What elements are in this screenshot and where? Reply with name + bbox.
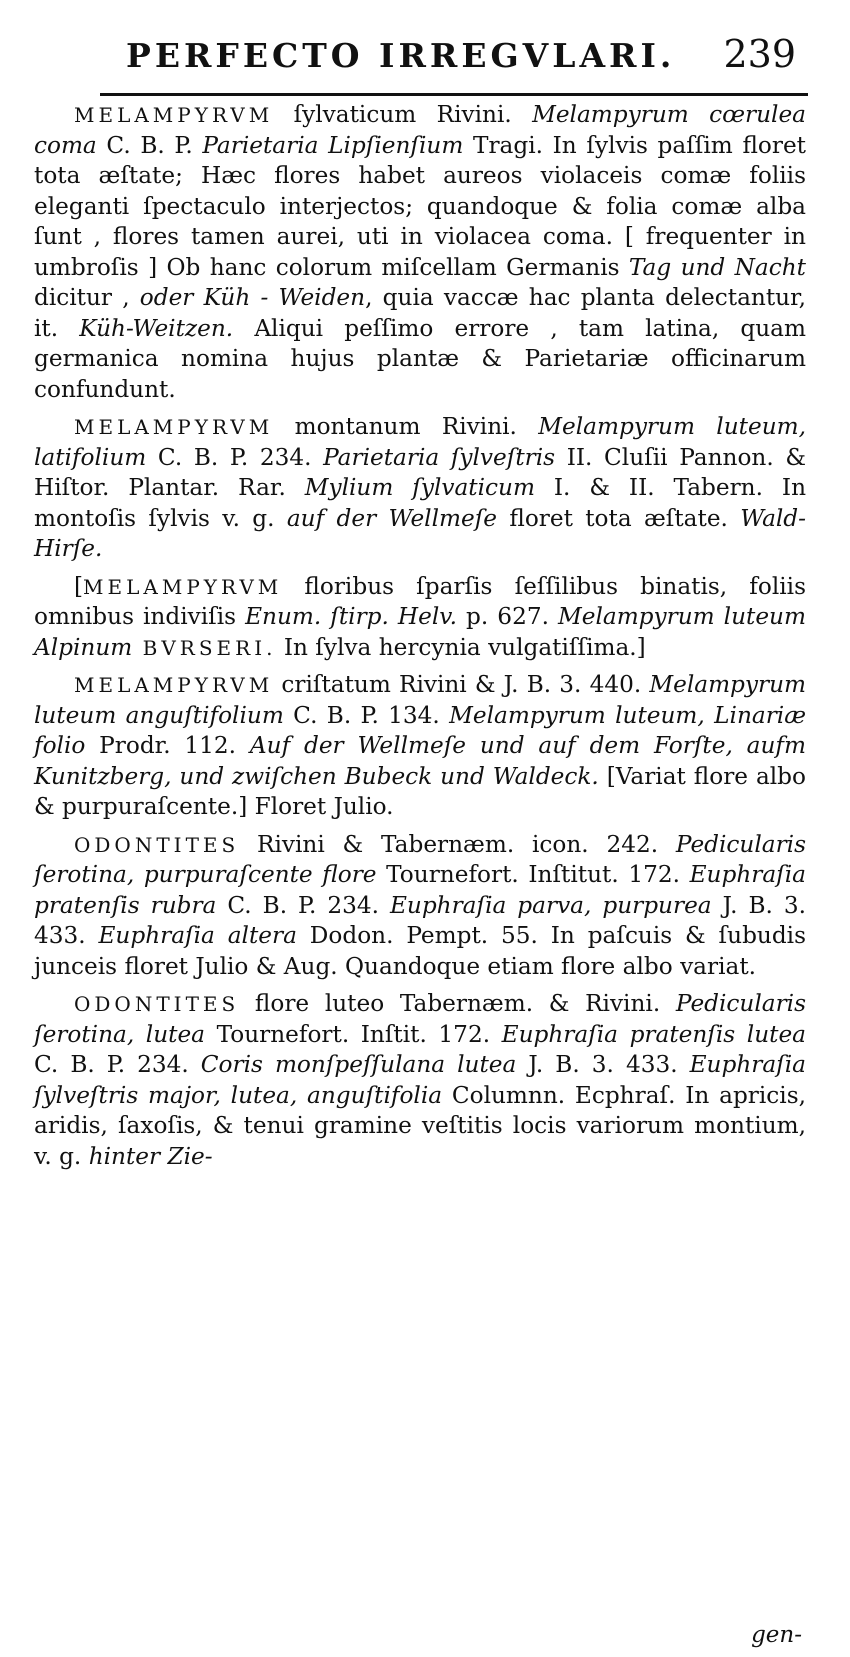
italic-text: Küh-Weitzen. — [79, 314, 234, 342]
entry-paragraph — [34, 412, 806, 565]
roman-text: ſylvaticum Rivini. — [273, 101, 533, 128]
italic-text: Melampyrum luteum, Linariæ folio — [34, 701, 807, 759]
genus-name: ODONTITES — [74, 992, 240, 1016]
entry-bracket: [ — [74, 572, 84, 600]
roman-text: [Variat flore albo & purpuraſcente.] Floret Julio. — [34, 762, 806, 820]
roman-text: Tournefort. Inſtit. 172. — [205, 1020, 502, 1048]
italic-text: Enum. ſtirp. Helv. — [245, 603, 458, 630]
roman-text: montanum Rivini. — [273, 413, 539, 440]
roman-text: J. B. 3. 433. — [516, 1051, 690, 1078]
roman-text: J. B. 3. 433. — [34, 891, 806, 949]
genus-name: MELAMPYRVM — [74, 673, 274, 697]
genus-name: MELAMPYRVM — [74, 103, 274, 127]
italic-text: Wald-Hirſe. — [34, 504, 806, 562]
roman-text: I. & II. Tabern. In montoſis ſylvis v. g. — [34, 474, 807, 532]
roman-text: , quia vaccæ hac planta delectantur, it. — [34, 284, 807, 342]
roman-text: In ſylva hercynia vulgatiſſima.] — [276, 633, 646, 661]
italic-text: Melampyrum luteum, latifolium — [34, 413, 806, 471]
italic-text: Coris monſpeſſulana lutea — [200, 1051, 517, 1078]
italic-text: Pedicularis ſerotina, purpuraſcente flore — [34, 830, 806, 888]
running-head: PERFECTO IRREGVLARI. — [126, 36, 676, 75]
roman-text: C. B. P. 134. — [283, 701, 450, 729]
roman-text: criſtatum Rivini & J. B. 3. 440. — [273, 671, 650, 698]
smallcaps-text: BVRSERI. — [132, 635, 277, 660]
roman-text: Dodon. Pempt. 55. In paſcuis & ſubudis junceis floret Julio & Aug. Quandoque etiam flore albo variat. — [34, 922, 807, 980]
entry-paragraph — [34, 670, 806, 823]
roman-text: C. B. P. — [96, 131, 203, 159]
italic-text: Melampyrum luteum Alpinum — [34, 603, 806, 661]
roman-text: Columnn. Ecphraſ. In apricis, aridis, ſaxoſis, & tenui gramine veſtitis locis variorum montium, v. g. — [34, 1081, 806, 1170]
roman-text: Tragi. In ſylvis paſſim floret tota æſtate; Hæc flores habet aureos violaceis comæ foliis eleganti ſpectaculo interjectos; quandoque & folia comæ alba ſunt , flores tamen aurei, uti in violacea coma. [ frequenter in umbroſis ] Ob hanc colorum miſcellam Germanis — [34, 131, 806, 281]
page-number: 239 — [723, 32, 796, 76]
roman-text: floribus ſparſis ſeſſilibus binatis, foliis omnibus indiviſis — [34, 572, 806, 630]
roman-text: dicitur , — [34, 284, 140, 311]
genus-name: MELAMPYRVM — [74, 415, 274, 439]
italic-text: Tag und Nacht — [628, 253, 806, 281]
italic-text: hinter Zie- — [88, 1142, 213, 1170]
italic-text: Melampyrum cœrulea coma — [34, 101, 806, 159]
roman-text: Prodr. 112. — [85, 732, 250, 759]
italic-text: oder Küh - Weiden — [139, 284, 366, 311]
roman-text: Tournefort. Inſtitut. 172. — [376, 861, 690, 888]
page-header — [38, 22, 808, 92]
roman-text: Aliqui peſſimo errore , tam latina, quam germanica nomina hujus plantæ & Parietariæ officinarum confundunt. — [34, 314, 806, 403]
roman-text: C. B. P. 234. — [34, 1051, 201, 1078]
italic-text: auf der Wellmeſe — [286, 504, 498, 532]
roman-text: C. B. P. 234. — [216, 891, 390, 919]
roman-text: C. B. P. 234. — [146, 443, 324, 471]
body-text — [34, 100, 806, 1172]
header-rule — [100, 93, 808, 96]
catchword: gen- — [751, 1622, 802, 1648]
entry-paragraph — [34, 830, 806, 983]
entry-paragraph — [34, 572, 806, 664]
roman-text: p. 627. — [457, 603, 558, 630]
italic-text: Parietaria ſylveſtris — [323, 443, 556, 471]
italic-text: Pedicularis ſerotina, lutea — [34, 990, 806, 1048]
genus-name: ODONTITES — [74, 832, 240, 857]
italic-text: Euphraſia pratenſis lutea — [501, 1020, 806, 1048]
italic-text: Parietaria Lipſienſium — [202, 131, 464, 159]
entry-paragraph — [34, 989, 806, 1172]
italic-text: Auf der Wellmeſe und auf dem Forſte, aufm Kunitzberg, und zwiſchen Bubeck und Waldeck. — [34, 732, 806, 790]
genus-name: MELAMPYRVM — [83, 574, 283, 599]
roman-text: Rivini & Tabernæm. icon. 242. — [239, 830, 676, 858]
italic-text: Euphraſia altera — [98, 922, 297, 949]
italic-text: Euphraſia parva, purpurea — [389, 891, 712, 919]
italic-text: Euphraſia ſylveſtris major, lutea, anguſtifolia — [34, 1051, 806, 1109]
roman-text: II. Cluſii Pannon. & Hiſtor. Plantar. Rar. — [34, 443, 806, 501]
italic-text: Melampyrum luteum anguſtifolium — [34, 671, 806, 729]
italic-text: Mylium ſylvaticum — [304, 474, 535, 501]
roman-text: flore luteo Tabernæm. & Rivini. — [239, 990, 676, 1017]
roman-text: floret tota æſtate. — [497, 504, 741, 532]
entry-paragraph — [34, 100, 806, 405]
italic-text: Euphraſia pratenſis rubra — [34, 861, 806, 919]
